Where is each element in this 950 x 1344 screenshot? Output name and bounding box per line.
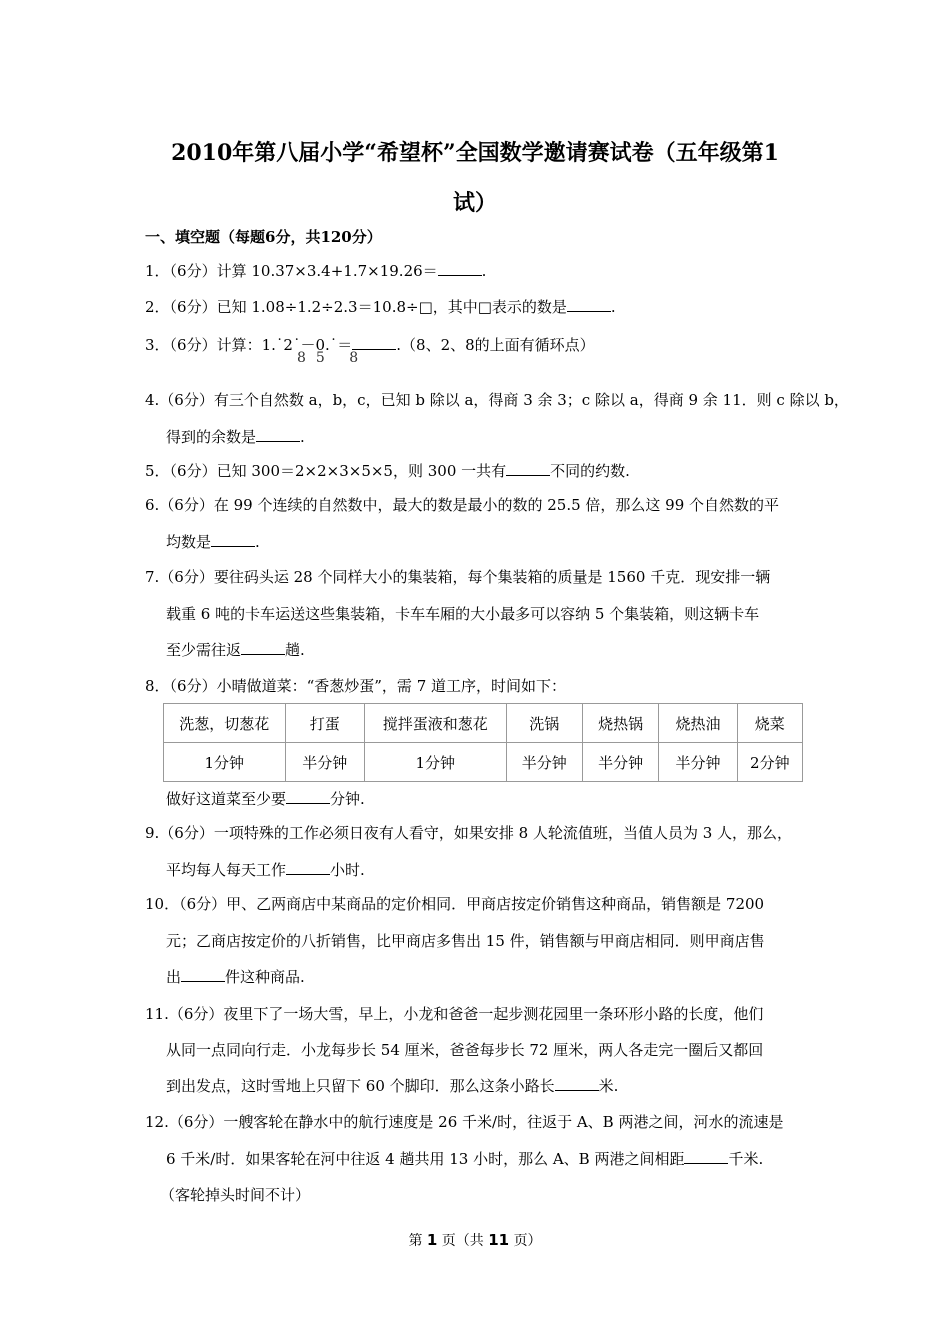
footer-suffix: 页） bbox=[513, 1233, 542, 1249]
step-time-cell: 半分钟 bbox=[285, 743, 364, 782]
question-11-line1: 11.（6分）夜里下了一场大雪，早上，小龙和爸爸一起步测花园里一条环形小路的长度，他们 bbox=[145, 1005, 764, 1023]
question-7-text: 至少需往返 bbox=[166, 641, 242, 659]
step-name-cell: 洗锅 bbox=[506, 704, 582, 743]
question-12-line3: （客轮掉头时间不计） bbox=[160, 1186, 311, 1204]
step-time-cell: 1分钟 bbox=[164, 743, 286, 782]
question-5 bbox=[145, 460, 630, 481]
cooking-steps-table bbox=[163, 703, 803, 782]
table-row bbox=[164, 704, 803, 743]
question-11-line2: 从同一点同向行走．小龙每步长 54 厘米，爸爸每步长 72 厘米，两人各走完一圈后又都回 bbox=[166, 1041, 764, 1059]
footer-prefix: 第 bbox=[408, 1233, 423, 1249]
question-1-text: 1．（6分）计算 10.37×3.4+1.7×19.26＝ bbox=[145, 262, 438, 280]
question-1-end: . bbox=[481, 262, 487, 280]
page-footer bbox=[0, 1230, 950, 1250]
answer-blank bbox=[286, 789, 330, 804]
step-name-cell: 烧热锅 bbox=[582, 704, 658, 743]
question-12-text: 6 千米/时．如果客轮在河中往返 4 趟共用 13 小时，那么 A、B 两港之间相距 bbox=[166, 1150, 685, 1168]
step-name-cell: 烧菜 bbox=[737, 704, 802, 743]
footer-middle: 页（共 bbox=[441, 1233, 484, 1249]
question-6-text: 均数是 bbox=[166, 533, 212, 551]
question-9-end: 小时. bbox=[330, 861, 365, 879]
question-11-text: 到出发点，这时雪地上只留下 60 个脚印．那么这条小路长 bbox=[166, 1077, 555, 1095]
step-name-cell: 洗葱，切葱花 bbox=[164, 704, 286, 743]
answer-blank bbox=[181, 967, 225, 982]
answer-blank bbox=[256, 427, 300, 442]
question-8-text: 做好这道菜至少要 bbox=[166, 790, 287, 808]
step-time-cell: 1分钟 bbox=[364, 743, 506, 782]
question-10-line2: 元；乙商店按定价的八折销售，比甲商店多售出 15 件，销售额与甲商店相同．则甲商店售 bbox=[166, 932, 765, 950]
question-8: 8．（6分）小晴做道菜：“香葱炒蛋”，需 7 道工序，时间如下： bbox=[145, 677, 567, 695]
question-4-line1: 4.（6分）有三个自然数 a，b，c，已知 b 除以 a，得商 3 余 3；c 除以 a，得商 9 余 11．则 c 除以 b， bbox=[145, 391, 849, 409]
question-7-line1: 7.（6分）要往码头运 28 个同样大小的集装箱，每个集装箱的质量是 1560 千克．现安排一辆 bbox=[145, 568, 771, 586]
answer-blank bbox=[567, 297, 611, 312]
question-4-text: 得到的余数是 bbox=[166, 428, 257, 446]
answer-blank bbox=[438, 261, 482, 276]
question-7-end: 趟. bbox=[285, 641, 305, 659]
step-time-cell: 半分钟 bbox=[659, 743, 737, 782]
question-11-end: 米. bbox=[598, 1077, 619, 1095]
question-2-end: . bbox=[610, 298, 616, 316]
step-time-cell: 半分钟 bbox=[506, 743, 582, 782]
question-5-end: 不同的约数. bbox=[550, 462, 630, 480]
answer-blank bbox=[684, 1149, 728, 1164]
question-7-line2: 载重 6 吨的卡车运送这些集装箱，卡车车厢的大小最多可以容纳 5 个集装箱，则这辆卡车 bbox=[166, 605, 760, 623]
step-time-cell: 2分钟 bbox=[737, 743, 802, 782]
section-heading: 一、填空题（每题6分，共120分） bbox=[145, 228, 382, 246]
question-3-subscript-digits: 85 8 bbox=[297, 350, 369, 366]
question-11-line3 bbox=[166, 1075, 618, 1096]
answer-blank bbox=[211, 532, 255, 547]
footer-page-number: 1 bbox=[426, 1231, 438, 1249]
question-2-text: 2．（6分）已知 1.08÷1.2÷2.3＝10.8÷□，其中□表示的数是 bbox=[145, 298, 567, 316]
question-3 bbox=[145, 334, 595, 355]
step-name-cell: 搅拌蛋液和葱花 bbox=[364, 704, 506, 743]
exam-title-line2: 试） bbox=[452, 190, 497, 216]
question-10-line3 bbox=[166, 966, 305, 987]
answer-blank bbox=[352, 335, 396, 350]
step-name-cell: 烧热油 bbox=[659, 704, 737, 743]
question-3-text: 3．（6分）计算：1.˙2˙－0.˙＝ bbox=[145, 336, 353, 354]
question-6-end: . bbox=[255, 533, 260, 551]
footer-total-pages: 11 bbox=[488, 1231, 510, 1249]
question-12-line1: 12.（6分）一艘客轮在静水中的航行速度是 26 千米/时，往返于 A、B 两港之间，河水的流速是 bbox=[145, 1113, 784, 1131]
question-12-end: 千米. bbox=[728, 1150, 764, 1168]
question-4-end: . bbox=[300, 428, 305, 446]
answer-blank bbox=[241, 640, 285, 655]
step-time-cell: 半分钟 bbox=[582, 743, 658, 782]
answer-blank bbox=[555, 1076, 599, 1091]
question-8-after bbox=[166, 788, 365, 809]
question-10-line1: 10．（6分）甲、乙两商店中某商品的定价相同．甲商店按定价销售这种商品，销售额是 7200 bbox=[145, 895, 765, 913]
table-row bbox=[164, 743, 803, 782]
question-10-text: 出 bbox=[166, 968, 182, 986]
question-5-text: 5．（6分）已知 300＝2×2×3×5×5，则 300 一共有 bbox=[145, 462, 507, 480]
answer-blank bbox=[506, 461, 550, 476]
question-7-line3 bbox=[166, 639, 305, 660]
question-9-line1: 9.（6分）一项特殊的工作必须日夜有人看守，如果安排 8 人轮流值班，当值人员为 3 人，那么， bbox=[145, 824, 793, 842]
question-1 bbox=[145, 260, 486, 281]
question-3-end: .（8、2、8的上面有循环点） bbox=[396, 336, 595, 354]
question-8-end: 分钟. bbox=[330, 790, 365, 808]
question-4-line2 bbox=[166, 426, 305, 447]
question-9-line2 bbox=[166, 859, 365, 880]
question-10-end: 件这种商品. bbox=[225, 968, 305, 986]
question-12-line2 bbox=[166, 1148, 763, 1169]
question-2 bbox=[145, 296, 616, 317]
step-name-cell: 打蛋 bbox=[285, 704, 364, 743]
question-9-text: 平均每人每天工作 bbox=[166, 861, 287, 879]
exam-title-line1: 2010年第八届小学“希望杯”全国数学邀请赛试卷（五年级第1 bbox=[171, 140, 779, 166]
question-6-line2 bbox=[166, 531, 260, 552]
question-6-line1: 6.（6分）在 99 个连续的自然数中，最大的数是最小的数的 25.5 倍，那么这 99 个自然数的平 bbox=[145, 496, 780, 514]
answer-blank bbox=[286, 860, 330, 875]
